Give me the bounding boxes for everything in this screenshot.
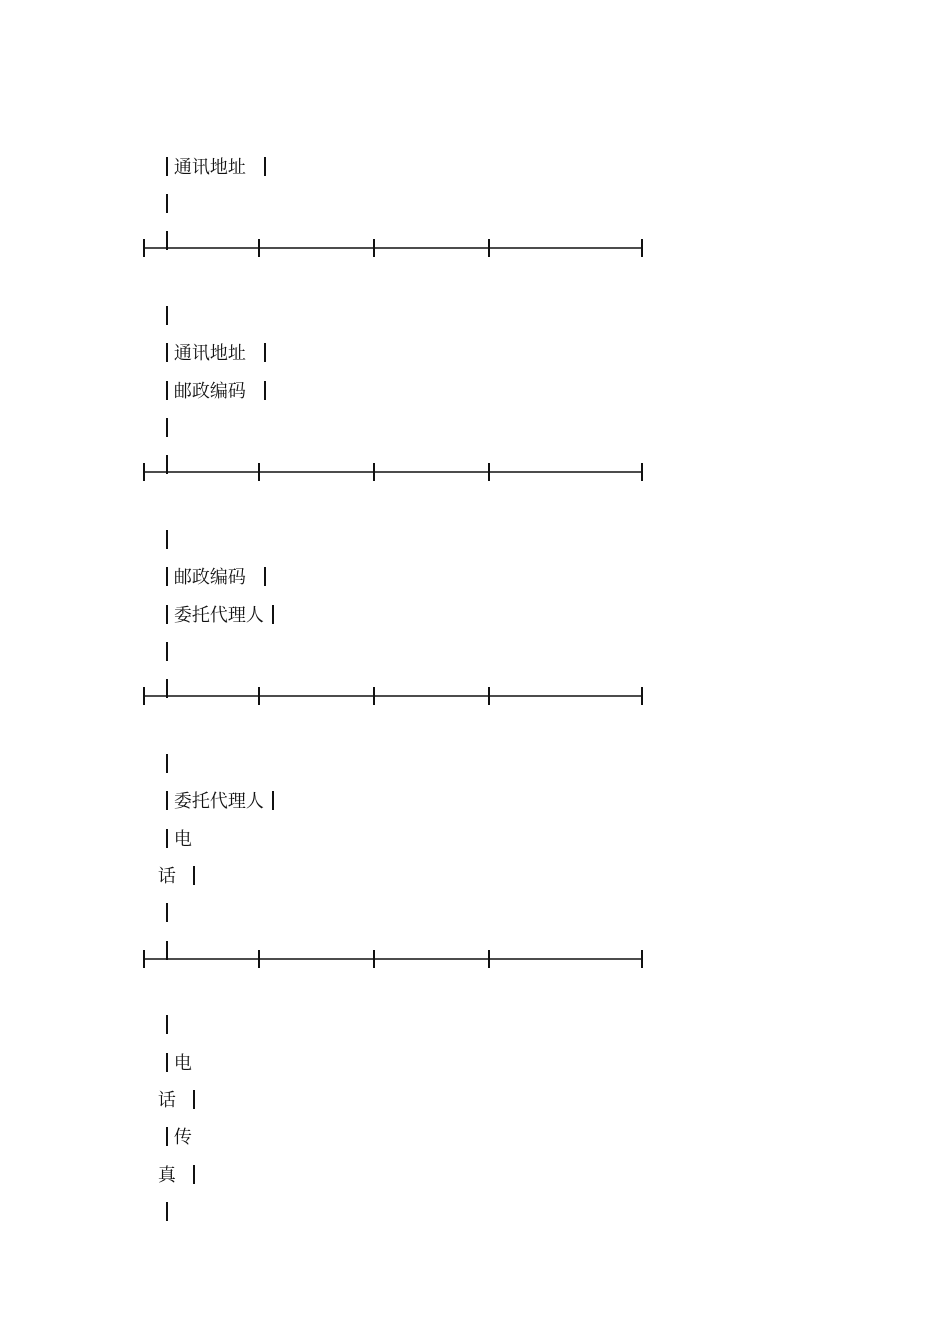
table-divider xyxy=(143,238,643,258)
address-label-row xyxy=(135,123,775,178)
postcode-label-row xyxy=(135,347,775,402)
agent-label-row xyxy=(135,757,775,812)
table-border xyxy=(166,1202,168,1221)
phone-label-row xyxy=(135,832,775,887)
table-divider xyxy=(143,949,643,969)
postcode-label: 邮政编码 xyxy=(173,381,246,402)
table-border-row xyxy=(135,421,775,451)
phone-label-part2: 话 xyxy=(157,1090,176,1111)
phone-label-part2: 话 xyxy=(157,866,176,887)
table-border-row xyxy=(135,720,775,750)
fax-label-part2: 真 xyxy=(157,1165,176,1186)
agent-label: 委托代理人 xyxy=(173,791,264,812)
phone-label-row xyxy=(135,1019,775,1074)
table-border-row xyxy=(135,1168,775,1198)
table-border-row xyxy=(135,384,775,414)
fax-label-row xyxy=(135,1093,775,1148)
postcode-label-row xyxy=(135,533,775,588)
table-divider xyxy=(143,686,643,706)
table-border-row xyxy=(135,160,775,190)
table-border-row xyxy=(135,645,775,675)
fax-label-part1: 传 xyxy=(173,1127,192,1148)
address-label: 通讯地址 xyxy=(173,157,246,178)
table-border-row xyxy=(135,197,775,227)
table-border-row xyxy=(135,608,775,638)
phone-label-row xyxy=(135,795,775,850)
table-border-row xyxy=(135,272,775,302)
address-label-row xyxy=(135,309,775,364)
table-border-row xyxy=(135,869,775,899)
table-border-row xyxy=(135,496,775,526)
phone-label-part1: 电 xyxy=(173,1053,192,1074)
agent-label: 委托代理人 xyxy=(173,605,264,626)
fax-label-row xyxy=(135,1131,775,1186)
postcode-label: 邮政编码 xyxy=(173,567,246,588)
table-divider xyxy=(143,462,643,482)
table-border-row xyxy=(135,981,775,1011)
table-border-row xyxy=(135,907,775,937)
phone-label-row xyxy=(135,1056,775,1111)
phone-label-part1: 电 xyxy=(173,829,192,850)
agent-label-row xyxy=(135,571,775,626)
address-label: 通讯地址 xyxy=(173,343,246,364)
